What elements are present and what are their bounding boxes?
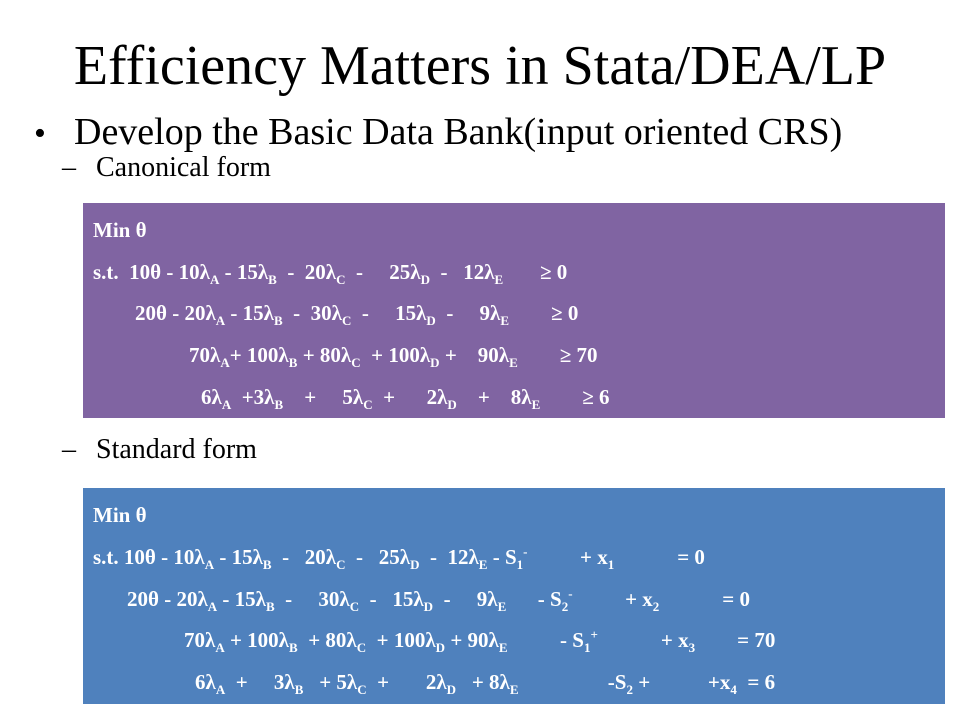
equation-term: E — [509, 682, 519, 698]
equation-term: 20θ - 20λ — [135, 301, 216, 325]
equation-term: - 15λ — [225, 301, 274, 325]
equation-term: E — [500, 313, 510, 329]
canonical-form-heading — [62, 150, 271, 186]
equation-term: - 12λ — [429, 260, 495, 284]
equation-term: 4 — [730, 682, 737, 698]
equation-term: + 5λ — [303, 670, 358, 694]
equation-term: - 25λ — [345, 260, 421, 284]
equation-term: - 9λ — [435, 301, 501, 325]
standard-equation-line-3 — [127, 584, 750, 614]
dash-marker: – — [62, 434, 76, 465]
equation-term: + — [590, 627, 598, 642]
equation-term: - 30λ — [274, 587, 350, 611]
standard-form-label: Standard form — [96, 434, 257, 465]
bullet-text: Develop the Basic Data Bank(input oriented CRS) — [74, 111, 843, 153]
equation-term: = 0 — [659, 587, 751, 611]
equation-term: - 15λ — [359, 587, 424, 611]
equation-term: C — [336, 557, 346, 573]
equation-term: B — [294, 682, 304, 698]
equation-term: B — [268, 272, 277, 288]
equation-term: 2 — [626, 682, 633, 698]
standard-equation-line-5 — [195, 667, 775, 697]
equation-term: + 100λ — [366, 628, 436, 652]
standard-form-box — [83, 488, 945, 704]
equation-term: - S — [487, 545, 517, 569]
standard-equation-line-4 — [184, 625, 775, 655]
equation-term: E — [531, 397, 541, 413]
equation-term: 6λ — [195, 670, 216, 694]
equation-term: A — [220, 355, 230, 371]
equation-term: - 25λ — [345, 545, 411, 569]
equation-term: A — [204, 557, 215, 573]
equation-term: + 100λ — [360, 343, 431, 367]
equation-term: E — [494, 272, 504, 288]
standard-equation-line-1 — [93, 500, 147, 530]
equation-term: C — [363, 397, 373, 413]
equation-term: +3λ — [231, 385, 275, 409]
equation-term: + x — [572, 587, 653, 611]
canonical-equation-line-2 — [93, 257, 567, 287]
equation-term: A — [207, 599, 218, 615]
equation-term: B — [274, 397, 284, 413]
standard-form-heading — [62, 432, 257, 468]
equation-term: Min θ — [93, 503, 147, 527]
slide-title: Efficiency Matters in Stata/DEA/LP — [73, 35, 887, 97]
canonical-form-label: Canonical form — [96, 152, 271, 183]
canonical-equation-line-3 — [135, 298, 578, 328]
equation-term: ≥ 70 — [517, 343, 598, 367]
equation-term: Min θ — [93, 218, 147, 242]
equation-term: -S — [518, 670, 627, 694]
equation-term: - — [568, 586, 573, 601]
equation-term: + 80λ — [297, 343, 352, 367]
canonical-equation-line-4 — [189, 340, 598, 370]
equation-term: 1 — [607, 557, 615, 573]
equation-term: 3 — [688, 640, 696, 656]
equation-term: 1 — [516, 557, 524, 573]
equation-term: + 100λ — [229, 343, 289, 367]
equation-term: 6λ — [201, 385, 222, 409]
equation-term: + x — [597, 628, 689, 652]
equation-term: + +x — [632, 670, 731, 694]
equation-term: ≥ 0 — [509, 301, 579, 325]
equation-term: - 15λ — [351, 301, 427, 325]
equation-term: s.t. 10θ - 10λ — [93, 545, 205, 569]
equation-term: = 70 — [695, 628, 776, 652]
equation-term: + 5λ — [283, 385, 364, 409]
equation-term: D — [420, 272, 430, 288]
equation-term: A — [215, 640, 225, 656]
equation-term: D — [410, 557, 420, 573]
equation-term: - 20λ — [276, 260, 337, 284]
equation-term: C — [351, 355, 361, 371]
equation-term: A — [215, 682, 226, 698]
equation-term: + 90λ — [445, 628, 499, 652]
equation-term: E — [478, 557, 488, 573]
equation-term: - 12λ — [419, 545, 479, 569]
equation-term: D — [423, 599, 434, 615]
equation-term: - S — [507, 628, 584, 652]
equation-term: E — [509, 355, 518, 371]
equation-term: + 2λ — [372, 385, 448, 409]
equation-term: + 80λ — [297, 628, 357, 652]
equation-term: C — [336, 272, 346, 288]
equation-term: A — [215, 313, 226, 329]
equation-term: D — [435, 640, 446, 656]
equation-term: - 20λ — [271, 545, 337, 569]
equation-term: + 90λ — [439, 343, 510, 367]
equation-term: C — [341, 313, 352, 329]
equation-term: + x — [527, 545, 608, 569]
equation-term: + 8λ — [456, 670, 510, 694]
equation-term: = 0 — [614, 545, 705, 569]
equation-term: - 30λ — [282, 301, 342, 325]
equation-term: 1 — [583, 640, 591, 656]
equation-term: ≥ 0 — [503, 260, 568, 284]
equation-term: - 15λ — [219, 260, 269, 284]
equation-term: 70λ — [189, 343, 221, 367]
equation-term: D — [446, 682, 457, 698]
equation-term: A — [221, 397, 232, 413]
equation-term: D — [447, 397, 457, 413]
equation-term: C — [356, 640, 367, 656]
equation-term: B — [273, 313, 283, 329]
equation-term: - — [523, 544, 528, 559]
equation-term: C — [349, 599, 360, 615]
bullet-marker: • — [34, 115, 46, 152]
equation-term: + 8λ — [456, 385, 532, 409]
canonical-form-box — [83, 203, 945, 418]
equation-term: E — [497, 599, 507, 615]
equation-term: - S — [506, 587, 562, 611]
equation-term: - 15λ — [217, 587, 266, 611]
equation-term: 20θ - 20λ — [127, 587, 208, 611]
equation-term: D — [430, 355, 440, 371]
equation-term: + 3λ — [225, 670, 295, 694]
equation-term: E — [498, 640, 508, 656]
equation-term: + 100λ — [224, 628, 290, 652]
standard-equation-line-2 — [93, 542, 705, 572]
equation-term: ≥ 6 — [540, 385, 610, 409]
equation-term: A — [209, 272, 220, 288]
equation-term: 70λ — [184, 628, 216, 652]
equation-term: B — [265, 599, 275, 615]
equation-term: - 9λ — [433, 587, 498, 611]
equation-term: 2 — [652, 599, 660, 615]
dash-marker: – — [62, 152, 76, 183]
equation-term: - 15λ — [214, 545, 263, 569]
equation-term: = 6 — [736, 670, 776, 694]
equation-term: B — [262, 557, 272, 573]
equation-term: 2 — [561, 599, 569, 615]
canonical-equation-line-1 — [93, 215, 147, 245]
canonical-equation-line-5 — [201, 382, 610, 412]
equation-term: B — [288, 355, 298, 371]
equation-term: D — [426, 313, 436, 329]
equation-term: C — [357, 682, 367, 698]
equation-term: s.t. 10θ - 10λ — [93, 260, 210, 284]
equation-term: + 2λ — [366, 670, 447, 694]
equation-term: B — [289, 640, 298, 656]
